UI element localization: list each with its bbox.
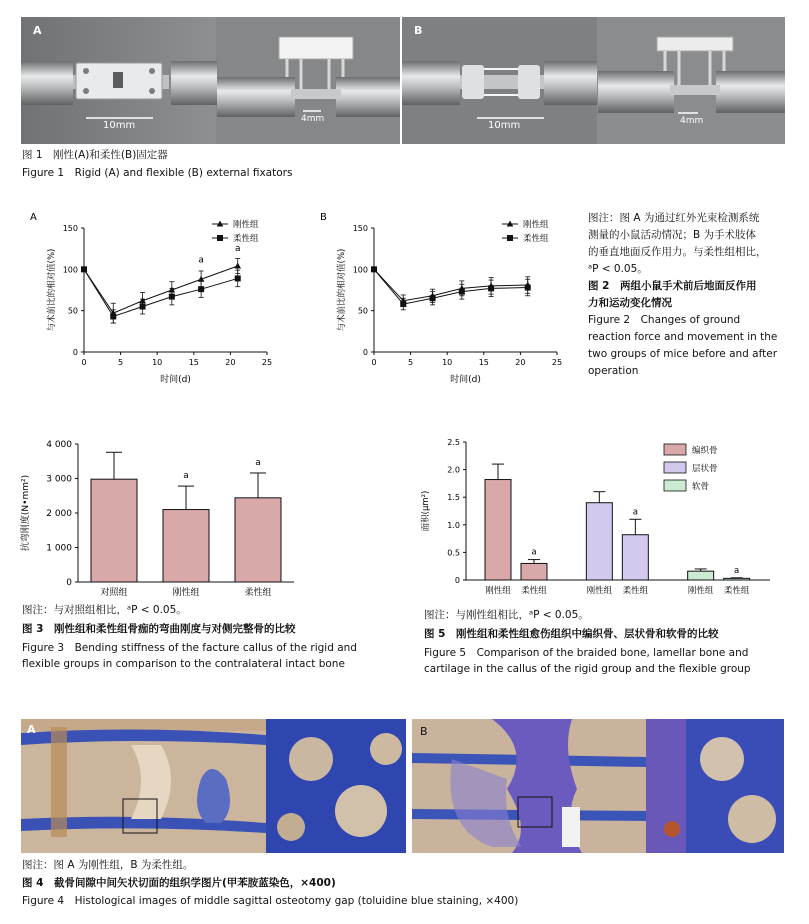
fig1-caption-cn: 图 1 刚性(A)和柔性(B)固定器 <box>22 149 168 161</box>
data-point <box>459 289 465 295</box>
x-tick-label: 15 <box>478 358 489 367</box>
fig5-caption-en-line: cartilage in the callus of the rigid group and the flexible group <box>424 663 751 675</box>
fig2-note-line: ᵃP < 0.05。 <box>588 263 648 275</box>
data-point <box>371 266 377 272</box>
bar <box>521 563 547 580</box>
x-tick-label: 柔性组 <box>622 586 649 596</box>
fig2-title-en-line: two groups of mice before and after <box>588 348 778 360</box>
panel-letter: A <box>30 212 37 223</box>
y-tick-label: 100 <box>62 265 78 275</box>
significance-mark: a <box>183 471 189 482</box>
significance-mark: a <box>531 547 537 558</box>
fig4-photo-b-illustration <box>412 719 784 853</box>
x-tick-label: 15 <box>188 358 199 367</box>
bar <box>586 503 612 580</box>
x-tick-label: 0 <box>371 358 377 367</box>
data-point <box>525 285 531 291</box>
significance-mark: a <box>734 565 740 576</box>
y-tick-label: 0 <box>454 576 460 585</box>
fig1-b-left-scale: 10mm <box>488 120 521 131</box>
fig3-chart <box>14 432 314 602</box>
legend-label: 编织骨 <box>692 446 718 456</box>
fig5-chart <box>410 432 790 602</box>
x-tick-label: 刚性组 <box>687 586 714 596</box>
data-point <box>430 295 436 301</box>
data-point <box>235 275 241 281</box>
legend-marker <box>217 235 223 241</box>
bar <box>485 480 511 580</box>
data-point <box>400 301 406 307</box>
y-tick-label: 150 <box>352 224 368 233</box>
fig2-note-line: 图注：图 A 为通过红外光束检测系统 <box>588 212 760 224</box>
significance-mark: a <box>234 244 241 255</box>
data-point <box>198 286 204 292</box>
x-tick-label: 刚性组 <box>586 586 613 596</box>
fig1-photo-a-illustration <box>21 17 400 144</box>
bar <box>622 535 648 580</box>
x-tick-label: 柔性组 <box>723 586 750 596</box>
fig2-note-line: 测量的小鼠活动情况；B 为手术肢体 <box>588 229 757 241</box>
series-line <box>374 269 528 304</box>
fig1-photo-b-illustration <box>402 17 785 144</box>
y-tick-label: 2.5 <box>447 438 460 447</box>
bar <box>724 578 750 580</box>
x-axis-label: 时间(d) <box>450 375 481 385</box>
bar <box>688 571 714 580</box>
fig3-caption-en-line: flexible groups in comparison to the contralateral intact bone <box>22 658 345 670</box>
y-tick-label: 2.0 <box>447 465 460 475</box>
y-tick-label: 150 <box>62 224 78 233</box>
y-tick-label: 0.5 <box>447 548 460 558</box>
x-tick-label: 10 <box>442 358 453 367</box>
y-tick-label: 50 <box>67 306 78 316</box>
x-tick-label: 柔性组 <box>244 588 272 598</box>
y-tick-label: 2 000 <box>46 509 72 519</box>
fig2-chart <box>22 200 582 400</box>
x-tick-label: 10 <box>152 358 163 367</box>
legend-swatch <box>664 462 686 473</box>
fig2-title-en-line: reaction force and movement in the <box>588 331 778 343</box>
y-axis-label: 与术前比的相对值(%) <box>337 248 347 332</box>
x-tick-label: 刚性组 <box>172 588 200 598</box>
x-tick-label: 25 <box>261 358 273 367</box>
legend-label: 柔性组 <box>233 234 259 244</box>
y-tick-label: 100 <box>352 265 368 275</box>
fig2-note-line: 的垂直地面反作用力。与柔性组相比， <box>588 246 767 258</box>
data-point <box>140 304 146 310</box>
y-tick-label: 1.5 <box>447 493 460 503</box>
x-axis-label: 时间(d) <box>160 375 191 385</box>
x-tick-label: 0 <box>81 358 87 367</box>
y-tick-label: 1.0 <box>447 520 460 530</box>
legend-label: 软骨 <box>692 482 710 492</box>
series-line <box>84 269 238 316</box>
fig5-caption-en-line: Figure 5 Comparison of the braided bone, lamellar bone and <box>424 647 749 659</box>
fig4-photo-a-illustration <box>21 719 406 853</box>
fig1-b-right-scale: 4mm <box>680 116 704 126</box>
fig4-panel-a-letter: A <box>27 723 36 736</box>
fig1-panel-b-letter: B <box>414 24 423 37</box>
fig3-note: 图注：与对照组相比，ᵃP < 0.05。 <box>22 604 187 616</box>
x-tick-label: 刚性组 <box>485 586 511 596</box>
fig2-title-en-line: Figure 2 Changes of ground <box>588 314 741 326</box>
y-tick-label: 4 000 <box>46 440 72 450</box>
fig4-photo-b <box>412 719 784 853</box>
y-tick-label: 0 <box>66 578 72 588</box>
x-tick-label: 20 <box>225 358 236 367</box>
bar <box>235 498 281 582</box>
legend-label: 刚性组 <box>523 220 549 230</box>
y-axis-label: 面积(μm²) <box>421 490 431 532</box>
x-tick-label: 对照组 <box>100 588 128 598</box>
fig4-note: 图注：图 A 为刚性组，B 为柔性组。 <box>22 859 194 871</box>
y-axis-label: 抗弯刚度(N•mm²) <box>21 474 31 552</box>
fig4-caption-cn: 图 4 截骨间隙中间矢状切面的组织学图片(甲苯胺蓝染色，×400) <box>22 877 336 889</box>
significance-mark: a <box>632 507 638 518</box>
data-point <box>169 294 175 300</box>
fig2-title-en-line: operation <box>588 365 639 377</box>
data-point <box>234 263 241 269</box>
fig4-caption-en: Figure 4 Histological images of middle sagittal osteotomy gap (toluidine blue staining, ×400) <box>22 895 519 907</box>
data-point <box>81 266 87 272</box>
y-tick-label: 1 000 <box>46 543 72 554</box>
panel-letter: B <box>320 212 327 223</box>
x-tick-label: 5 <box>118 358 124 367</box>
x-tick-label: 25 <box>551 358 563 367</box>
data-point <box>110 313 116 319</box>
y-tick-label: 3 000 <box>46 474 72 485</box>
fig1-a-right-scale: 4mm <box>301 114 325 124</box>
fig3-caption-en-line: Figure 3 Bending stiffness of the facture callus of the rigid and <box>22 642 357 654</box>
fig5-caption-cn: 图 5 刚性组和柔性组愈伤组织中编织骨、层状骨和软骨的比较 <box>424 628 719 640</box>
x-tick-label: 20 <box>515 358 526 367</box>
legend-marker <box>507 235 513 241</box>
fig1-photo-a <box>21 17 400 144</box>
legend-swatch <box>664 444 686 455</box>
fig5-note: 图注：与刚性组相比，ᵃP < 0.05。 <box>424 609 589 621</box>
bar <box>91 479 137 582</box>
fig2-title-cn-line: 图 2 两组小鼠手术前后地面反作用 <box>588 280 757 292</box>
y-tick-label: 0 <box>362 348 368 357</box>
fig2-title-cn-line: 力和运动变化情况 <box>588 297 672 309</box>
x-tick-label: 柔性组 <box>521 586 547 596</box>
bar <box>163 510 209 582</box>
y-tick-label: 0 <box>72 348 78 357</box>
fig1-a-left-scale: 10mm <box>103 120 136 131</box>
x-tick-label: 5 <box>408 358 414 367</box>
fig2-note <box>588 210 793 380</box>
data-point <box>488 285 494 291</box>
fig1-caption-en: Figure 1 Rigid (A) and flexible (B) external fixators <box>22 167 293 179</box>
y-axis-label: 与术前比的相对值(%) <box>47 248 57 332</box>
legend-swatch <box>664 480 686 491</box>
fig1-panel-a-letter: A <box>33 24 42 37</box>
fig4-panel-b-letter: B <box>420 725 428 738</box>
y-tick-label: 50 <box>357 306 368 316</box>
fig1-photo-b <box>402 17 785 144</box>
legend-label: 柔性组 <box>523 234 549 244</box>
significance-mark: a <box>198 255 204 266</box>
legend-label: 层状骨 <box>692 464 718 474</box>
fig4-photo-a <box>21 719 406 853</box>
legend-label: 刚性组 <box>233 220 259 230</box>
significance-mark: a <box>255 457 261 468</box>
fig3-caption-cn: 图 3 刚性组和柔性组骨痂的弯曲刚度与对侧完整骨的比较 <box>22 623 296 635</box>
